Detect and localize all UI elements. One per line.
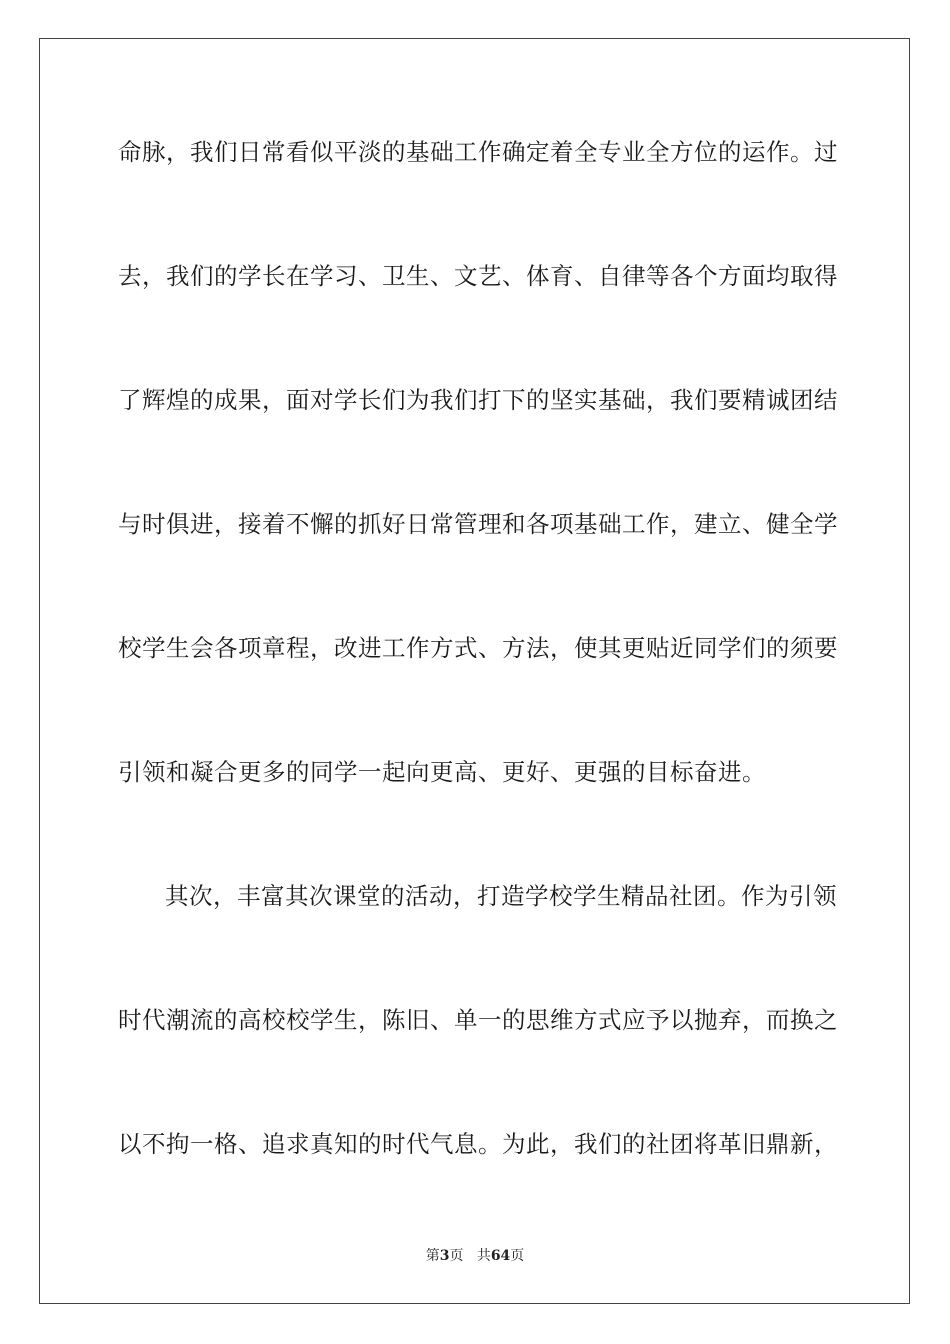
text-line-4: 与时俱进，接着不懈的抓好日常管理和各项基础工作，建立、健全学 xyxy=(118,510,838,538)
page-label-prefix: 第 xyxy=(425,1248,440,1264)
total-label-prefix: 共 xyxy=(476,1248,491,1264)
text-line-9: 以不拘一格、追求真知的时代气息。为此，我们的社团将革旧鼎新， xyxy=(118,1130,838,1158)
text-line-2: 去，我们的学长在学习、卫生、文艺、体育、自律等各个方面均取得 xyxy=(118,262,838,290)
text-line-7: 其次，丰富其次课堂的活动，打造学校学生精品社团。作为引领 xyxy=(165,882,837,910)
text-line-3: 了辉煌的成果，面对学长们为我们打下的坚实基础，我们要精诚团结 xyxy=(118,386,838,414)
text-line-1: 命脉，我们日常看似平淡的基础工作确定着全专业全方位的运作。过 xyxy=(118,138,838,166)
total-label-suffix: 页 xyxy=(510,1248,525,1264)
page-label-suffix: 页 xyxy=(449,1248,464,1264)
text-line-5: 校学生会各项章程，改进工作方式、方法，使其更贴近同学们的须要 xyxy=(118,634,838,662)
total-pages: 64 xyxy=(490,1248,511,1264)
page-footer xyxy=(0,1247,950,1265)
text-line-8: 时代潮流的高校校学生，陈旧、单一的思维方式应予以抛弃，而换之 xyxy=(118,1006,838,1034)
page-number: 3 xyxy=(439,1248,450,1264)
text-line-6: 引领和凝合更多的同学一起向更高、更好、更强的目标奋进。 xyxy=(118,758,766,786)
